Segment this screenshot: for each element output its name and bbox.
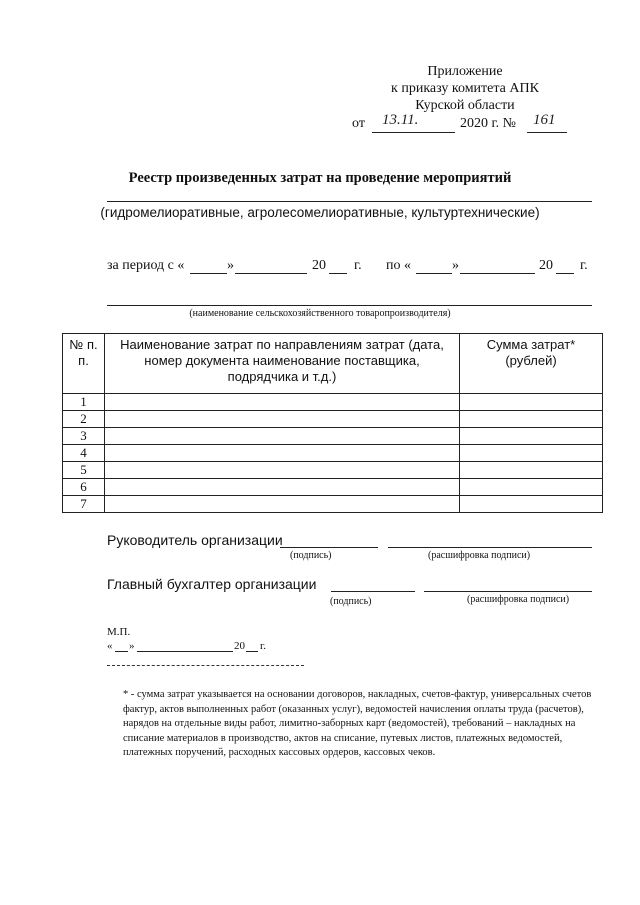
row-cost-name-cell[interactable]: [105, 411, 460, 428]
appendix-line-1: Приложение: [427, 64, 503, 79]
stamp-g: г.: [260, 640, 267, 652]
header-cost-name: Наименование затрат по направлениям затрат (дата, номер документа наименование поставщика, подрядчика и т.д.): [105, 334, 460, 394]
row-cost-sum-cell[interactable]: [460, 496, 603, 513]
appendix-line-3: Курской области: [415, 98, 515, 113]
period-from-label: за период с «: [107, 258, 185, 273]
appendix-number-handwritten: 161: [533, 112, 556, 128]
head-decode-blank[interactable]: [388, 547, 592, 548]
row-cost-sum-cell[interactable]: [460, 394, 603, 411]
row-number: 1: [63, 394, 105, 411]
table-header-row: [63, 334, 603, 394]
number-underline: [527, 132, 567, 133]
accountant-decode-blank[interactable]: [424, 591, 592, 592]
row-cost-sum-cell[interactable]: [460, 428, 603, 445]
stamp-year-blank: [246, 651, 258, 652]
appendix-line-2: к приказу комитета АПК: [391, 81, 539, 96]
row-cost-sum-cell[interactable]: [460, 411, 603, 428]
costs-register-table: [62, 333, 603, 513]
row-cost-name-cell[interactable]: [105, 394, 460, 411]
table-row: [63, 462, 603, 479]
stamp-mp: М.П.: [107, 626, 131, 638]
row-cost-sum-cell[interactable]: [460, 462, 603, 479]
head-decode-caption: (расшифровка подписи): [428, 550, 531, 561]
period-to-label: по «: [386, 258, 411, 273]
stamp-month-blank: [137, 651, 233, 652]
row-cost-name-cell[interactable]: [105, 462, 460, 479]
row-cost-name-cell[interactable]: [105, 496, 460, 513]
period-from-year: 20: [312, 258, 326, 273]
row-number: 6: [63, 479, 105, 496]
accountant-signature-blank[interactable]: [331, 591, 415, 592]
header-cost-sum: Сумма затрат* (рублей): [460, 334, 603, 394]
period-from-day-blank: [190, 273, 227, 274]
stamp-open-quote: «: [107, 640, 113, 652]
chief-accountant-label: Главный бухгалтер организации: [107, 576, 317, 592]
row-number: 3: [63, 428, 105, 445]
period-to-g: г.: [580, 258, 588, 273]
row-cost-name-cell[interactable]: [105, 479, 460, 496]
appendix-year-number: 2020 г. №: [460, 116, 517, 131]
period-to-close-quote: »: [452, 258, 459, 273]
row-number: 7: [63, 496, 105, 513]
head-of-organization-label: Руководитель организации: [107, 532, 283, 548]
accountant-decode-caption: (расшифровка подписи): [467, 594, 570, 605]
row-cost-sum-cell[interactable]: [460, 479, 603, 496]
table-row: [63, 394, 603, 411]
table-row: [63, 496, 603, 513]
header-number: № п. п.: [63, 334, 105, 394]
appendix-date-prefix: от: [352, 116, 365, 131]
row-number: 2: [63, 411, 105, 428]
period-to-month-blank: [460, 273, 535, 274]
period-from-g: г.: [354, 258, 362, 273]
producer-blank: [107, 305, 592, 306]
stamp-close-quote: »: [129, 640, 135, 652]
period-to-year: 20: [539, 258, 553, 273]
document-title: Реестр произведенных затрат на проведение мероприятий: [128, 170, 512, 186]
period-to-year-blank: [556, 273, 574, 274]
row-cost-name-cell[interactable]: [105, 445, 460, 462]
period-from-close-quote: »: [227, 258, 234, 273]
table-row: [63, 479, 603, 496]
row-number: 4: [63, 445, 105, 462]
footnote-separator: [107, 665, 304, 666]
row-cost-sum-cell[interactable]: [460, 445, 603, 462]
stamp-day-blank: [115, 651, 128, 652]
row-cost-name-cell[interactable]: [105, 428, 460, 445]
table-row: [63, 428, 603, 445]
row-number: 5: [63, 462, 105, 479]
table-row: [63, 445, 603, 462]
period-from-month-blank: [235, 273, 307, 274]
date-underline: [372, 132, 455, 133]
accountant-signature-caption: (подпись): [330, 596, 372, 607]
stamp-year: 20: [234, 640, 245, 652]
appendix-date-handwritten: 13.11.: [382, 112, 419, 128]
producer-caption: (наименование сельскохозяйственного товаропроизводителя): [189, 308, 451, 319]
head-signature-blank[interactable]: [280, 547, 378, 548]
period-to-day-blank: [416, 273, 452, 274]
title-underline: [107, 201, 592, 202]
table-row: [63, 411, 603, 428]
period-from-year-blank: [329, 273, 347, 274]
head-signature-caption: (подпись): [290, 550, 332, 561]
footnote-text: * - сумма затрат указывается на основании договоров, накладных, счетов-фактур, универсальных счетов фактур, актов выполненных работ (оказанных услуг), ведомостей начисления оплаты труда (расчетов), нарядов на отдельные виды работ, лимитно-заборных карт (ведомостей), требований – накладных на списание материалов в производство, актов на списание, путевых листов, платежных ведомостей, платежных поручений, расходных кассовых ордеров, кассовых чеков.: [123, 689, 592, 758]
document-subtitle: (гидромелиоративные, агролесомелиоративные, культуртехнические): [100, 205, 540, 220]
